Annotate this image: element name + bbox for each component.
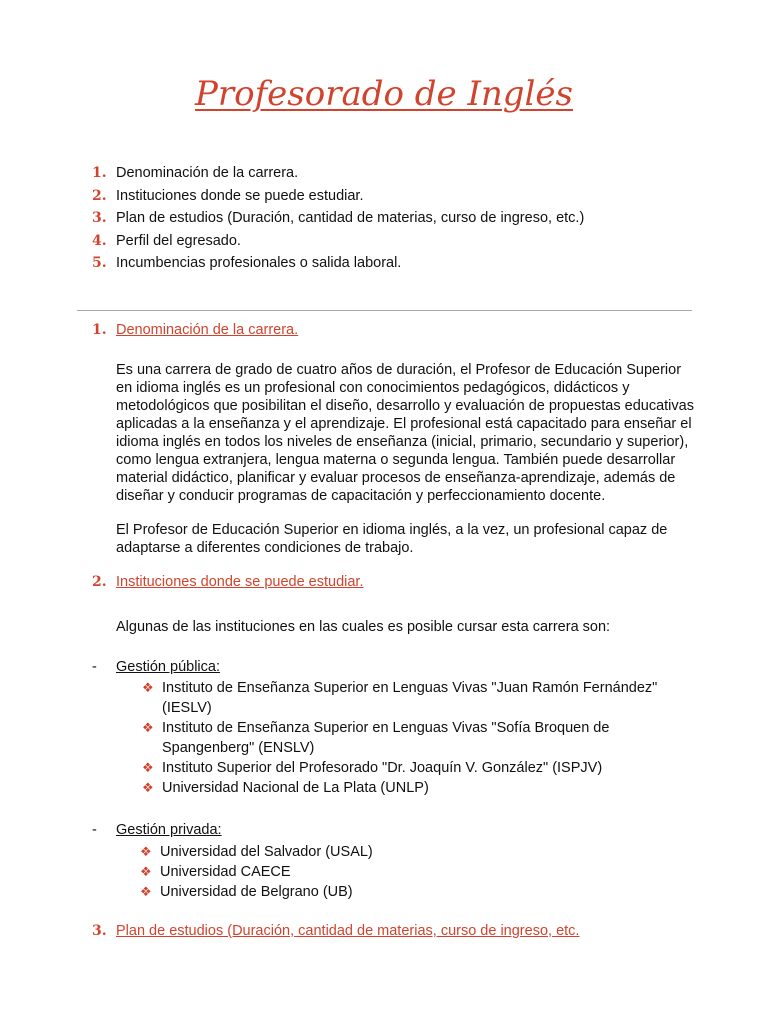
table-of-contents [92,162,584,275]
toc-item [92,162,584,185]
toc-item [92,185,584,208]
toc-number: 1. [92,165,107,181]
list-item [142,778,698,798]
list-item-text: Instituto de Enseñanza Superior en Lenguas Vivas "Sofía Broquen de Spangenberg" (ENSLV) [162,720,610,756]
toc-number: 5. [92,255,107,271]
toc-label: Incumbencias profesionales o salida laboral. [116,255,402,271]
section-number: 3. [92,923,107,939]
list-item-text: Instituto de Enseñanza Superior en Lenguas Vivas "Juan Ramón Fernández" (IESLV) [162,680,658,716]
section-heading-instituciones[interactable] [92,574,363,590]
horizontal-divider [77,310,692,311]
toc-number: 2. [92,187,107,204]
diamond-bullet-icon: ❖ [142,760,154,775]
section2-intro: Algunas de las instituciones en las cuales es posible cursar esta carrera son: [116,619,611,635]
section-heading-plan-de-estudios[interactable] [92,923,579,939]
dash-marker: - [92,659,97,675]
list-item-text: Universidad del Salvador (USAL) [160,844,373,860]
diamond-bullet-icon: ❖ [140,844,152,859]
dash-marker: - [92,822,97,838]
toc-item [92,252,584,275]
list-item-text: Universidad de Belgrano (UB) [160,884,353,900]
toc-label: Perfil del egresado. [116,232,241,249]
toc-label: Denominación de la carrera. [116,165,299,181]
section-number: 2. [92,574,107,590]
list-item [140,862,696,882]
gestion-publica-heading [92,659,220,675]
list-item [142,758,698,778]
private-institutions-list [140,842,696,902]
toc-number: 3. [92,210,107,226]
list-item [142,718,698,758]
diamond-bullet-icon: ❖ [142,720,154,735]
public-institutions-list [142,678,698,798]
list-item [140,842,696,862]
list-item [140,882,696,902]
diamond-bullet-icon: ❖ [140,864,152,879]
list-item-text: Instituto Superior del Profesorado "Dr. Joaquín V. González" (ISPJV) [162,760,603,776]
section-number: 1. [92,322,107,338]
gestion-label: Gestión privada: [116,822,222,838]
section-heading-link[interactable]: Instituciones donde se puede estudiar. [116,574,364,590]
gestion-privada-heading [92,822,222,838]
section1-paragraph: El Profesor de Educación Superior en idioma inglés, a la vez, un profesional capaz de adaptarse a diferentes condiciones de trabajo. [116,522,668,556]
section-heading-link[interactable]: Denominación de la carrera. [116,322,299,338]
page-title: Profesorado de Inglés [194,74,574,114]
gestion-label: Gestión pública: [116,659,220,675]
diamond-bullet-icon: ❖ [140,884,152,899]
list-item-text: Universidad CAECE [160,864,291,880]
list-item [142,678,698,718]
section-heading-link[interactable]: Plan de estudios (Duración, cantidad de materias, curso de ingreso, etc. [116,923,580,939]
list-item-text: Universidad Nacional de La Plata (UNLP) [162,780,429,796]
toc-item [92,230,584,253]
toc-number: 4. [92,232,107,249]
toc-item [92,207,584,230]
diamond-bullet-icon: ❖ [142,780,154,795]
section1-paragraph: Es una carrera de grado de cuatro años de duración, el Profesor de Educación Superior en idioma inglés es un profesional con conocimientos pedagógicos, didácticos y metodológicos que posibilitan el diseño, desarrollo y evaluación de propuestas educativas aplicadas a la enseñanza y el aprendizaje. El profesional está capacitado para enseñar el idioma inglés en todos los niveles de enseñanza (inicial, primario, secundario y superior), como lengua extranjera, lengua materna o segunda lengua. También puede desarrollar material didáctico, planificar y evaluar procesos de enseñanza-aprendizaje, además de diseñar y conducir programas de capacitación y perfeccionamiento docente. [116,362,694,504]
section-heading-denominacion[interactable] [92,322,298,338]
diamond-bullet-icon: ❖ [142,680,154,695]
toc-label: Plan de estudios (Duración, cantidad de materias, curso de ingreso, etc.) [116,210,585,226]
toc-label: Instituciones donde se puede estudiar. [116,187,364,204]
